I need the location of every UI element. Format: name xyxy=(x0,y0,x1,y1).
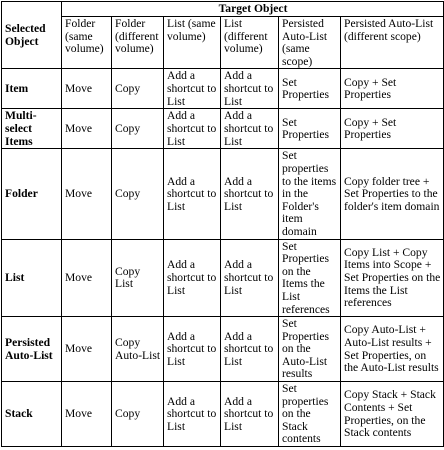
table-cell: Copy folder tree + Set Properties to the folder's item domain xyxy=(341,149,444,239)
row-header: Stack xyxy=(2,382,62,447)
row-header: Folder xyxy=(2,149,62,239)
table-cell: Add a shortcut to List xyxy=(221,239,279,317)
header-row-columns xyxy=(2,17,444,69)
table-row xyxy=(2,382,444,447)
column-header: Persisted Auto-List (same scope) xyxy=(279,17,341,69)
table-cell: Copy xyxy=(112,69,164,109)
table-cell: Add a shortcut to List xyxy=(221,382,279,447)
row-header: Item xyxy=(2,69,62,109)
table-cell: Copy + Set Properties xyxy=(341,69,444,109)
table-cell: Set Properties xyxy=(279,69,341,109)
table-cell: Add a shortcut to List xyxy=(221,317,279,382)
table-cell: Copy Auto-List xyxy=(112,317,164,382)
table-cell: Move xyxy=(62,382,112,447)
row-header: List xyxy=(2,239,62,317)
selected-object-header: Selected Object xyxy=(2,2,62,69)
column-header: List (same volume) xyxy=(164,17,221,69)
move-copy-behavior-table xyxy=(1,1,444,447)
row-header: Multi-select Items xyxy=(2,109,62,149)
column-header: Persisted Auto-List (different scope) xyxy=(341,17,444,69)
header-row-target xyxy=(2,2,444,17)
table-cell: Copy xyxy=(112,109,164,149)
table-cell: Set Properties xyxy=(279,109,341,149)
column-header: Folder (same volume) xyxy=(62,17,112,69)
table-cell: Move xyxy=(62,317,112,382)
table-cell: Add a shortcut to List xyxy=(164,109,221,149)
table-cell: Move xyxy=(62,109,112,149)
table-cell: Set properties to the items in the Folder's item domain xyxy=(279,149,341,239)
table-cell: Set properties on the Stack contents xyxy=(279,382,341,447)
table-cell: Set Properties on the Items the List references xyxy=(279,239,341,317)
table-row xyxy=(2,239,444,317)
table-cell: Add a shortcut to List xyxy=(164,69,221,109)
table-cell: Add a shortcut to List xyxy=(221,149,279,239)
table-cell: Move xyxy=(62,69,112,109)
row-header: Persisted Auto-List xyxy=(2,317,62,382)
table-cell: Add a shortcut to List xyxy=(221,109,279,149)
table-row xyxy=(2,109,444,149)
table-cell: Copy xyxy=(112,149,164,239)
table-row xyxy=(2,317,444,382)
table-cell: Set Properties on the Auto-List results xyxy=(279,317,341,382)
table-cell: Add a shortcut to List xyxy=(164,382,221,447)
table-cell: Copy + Set Properties xyxy=(341,109,444,149)
column-header: List (different volume) xyxy=(221,17,279,69)
table-row xyxy=(2,69,444,109)
table-cell: Add a shortcut to List xyxy=(164,149,221,239)
table-cell: Move xyxy=(62,149,112,239)
table-cell: Copy List xyxy=(112,239,164,317)
table-cell: Copy Auto-List + Auto-List results + Set Properties, on the Auto-List results xyxy=(341,317,444,382)
table-cell: Add a shortcut to List xyxy=(164,317,221,382)
table-cell: Add a shortcut to List xyxy=(221,69,279,109)
target-object-header: Target Object xyxy=(62,2,444,17)
table-cell: Add a shortcut to List xyxy=(164,239,221,317)
column-header: Folder (different volume) xyxy=(112,17,164,69)
table-cell: Move xyxy=(62,239,112,317)
table-cell: Copy List + Copy Items into Scope + Set Properties on the Items the List references xyxy=(341,239,444,317)
table-row xyxy=(2,149,444,239)
table-cell: Copy Stack + Stack Contents + Set Properties, on the Stack contents xyxy=(341,382,444,447)
table-cell: Copy xyxy=(112,382,164,447)
